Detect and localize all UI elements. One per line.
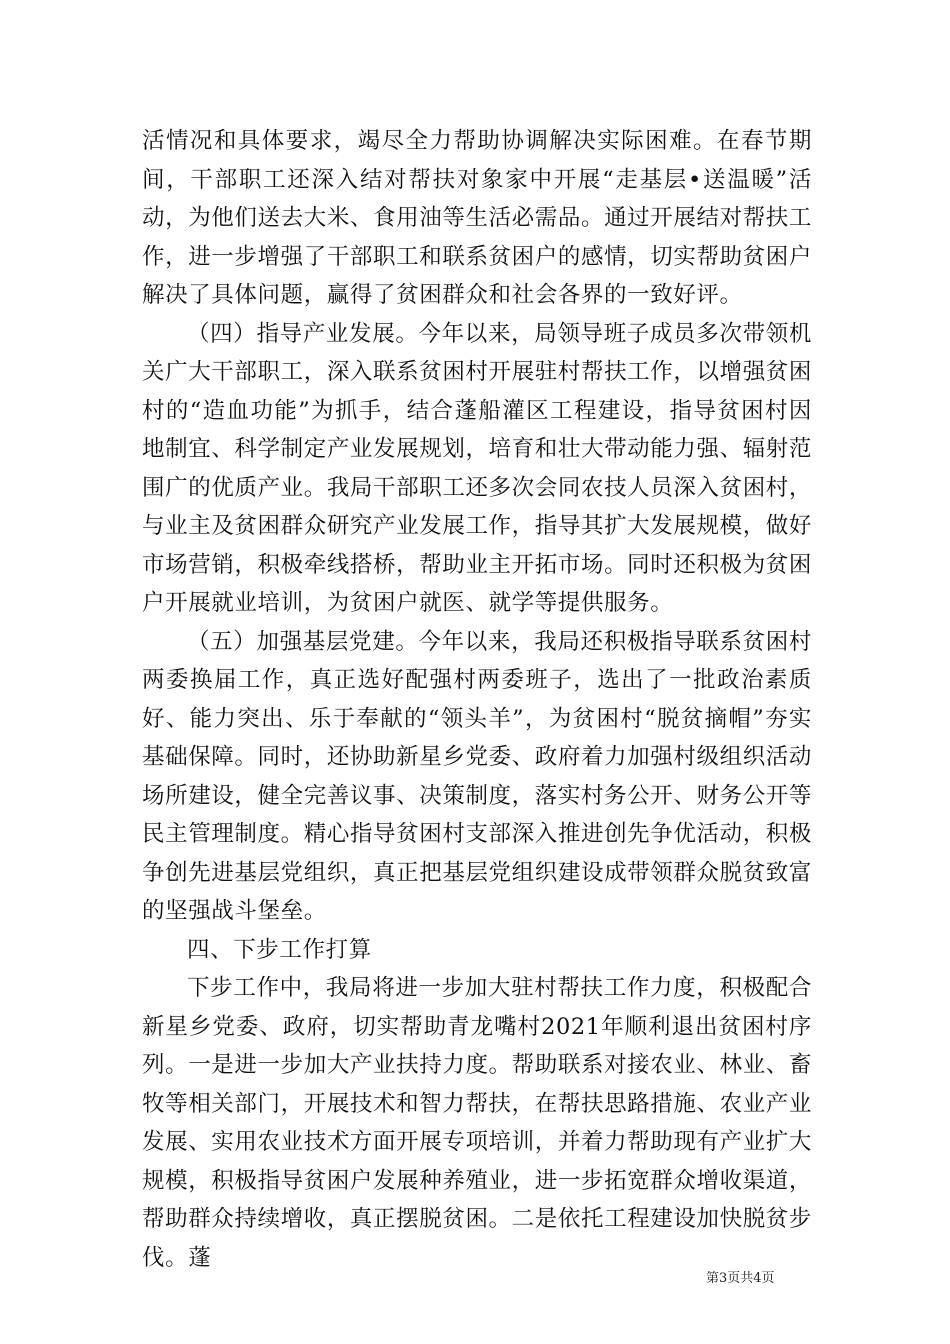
paragraph-guide-industry: （四）指导产业发展。今年以来，局领导班子成员多次带领机关广大干部职工，深入联系贫困村开展驻村帮扶工作，以增强贫困村的“造血功能”为抓手，结合蓬船灌区工程建设，指导贫困村因地制宜、科学制定产业发展规划，培育和壮大带动能力强、辐射范围广的优质产业。我局干部职工还多次会同农技人员深入贫困村，与业主及贫困群众研究产业发展工作，指导其扩大发展规模，做好市场营销，积极牵线搭桥，帮助业主开拓市场。同时还积极为贫困户开展就业培训，为贫困户就医、就学等提供服务。 [142,320,812,616]
paragraph-continuation: 活情况和具体要求，竭尽全力帮助协调解决实际困难。在春节期间，干部职工还深入结对帮扶对象家中开展“走基层•送温暖”活动，为他们送去大米、食用油等生活必需品。通过开展结对帮扶工作，进一步增强了干部职工和联系贫困户的感情，切实帮助贫困户解决了具体问题，赢得了贫困群众和社会各界的一致好评。 [142,128,812,308]
paragraph-party-building: （五）加强基层党建。今年以来，我局还积极指导联系贫困村两委换届工作，真正选好配强村两委班子，选出了一批政治素质好、能力突出、乐于奉献的“领头羊”，为贫困村“脱贫摘帽”夯实基础保障。同时，还协助新星乡党委、政府着力加强村级组织活动场所建设，健全完善议事、决策制度，落实村务公开、财务公开等民主管理制度。精心指导贫困村支部深入推进创先争优活动，积极争创先进基层党组织，真正把基层党组织建设成带领群众脱贫致富的坚强战斗堡垒。 [142,628,812,924]
page-number-footer: 第3页共4页 [706,1271,775,1286]
section-heading-next-steps: 四、下步工作打算 [187,936,372,963]
document-body [142,122,812,1277]
paragraph-next-steps: 下步工作中，我局将进一步加大驻村帮扶工作力度，积极配合新星乡党委、政府，切实帮助青龙嘴村2021年顺利退出贫困村序列。一是进一步加大产业扶持力度。帮助联系对接农业、林业、畜牧等相关部门，开展技术和智力帮扶，在帮扶思路措施、农业产业发展、实用农业技术方面开展专项培训，并着力帮助现有产业扩大规模，积极指导贫困户发展种养殖业，进一步拓宽群众增收渠道，帮助群众持续增收，真正摆脱贫困。二是依托工程建设加快脱贫步伐。蓬 [142,975,812,1271]
